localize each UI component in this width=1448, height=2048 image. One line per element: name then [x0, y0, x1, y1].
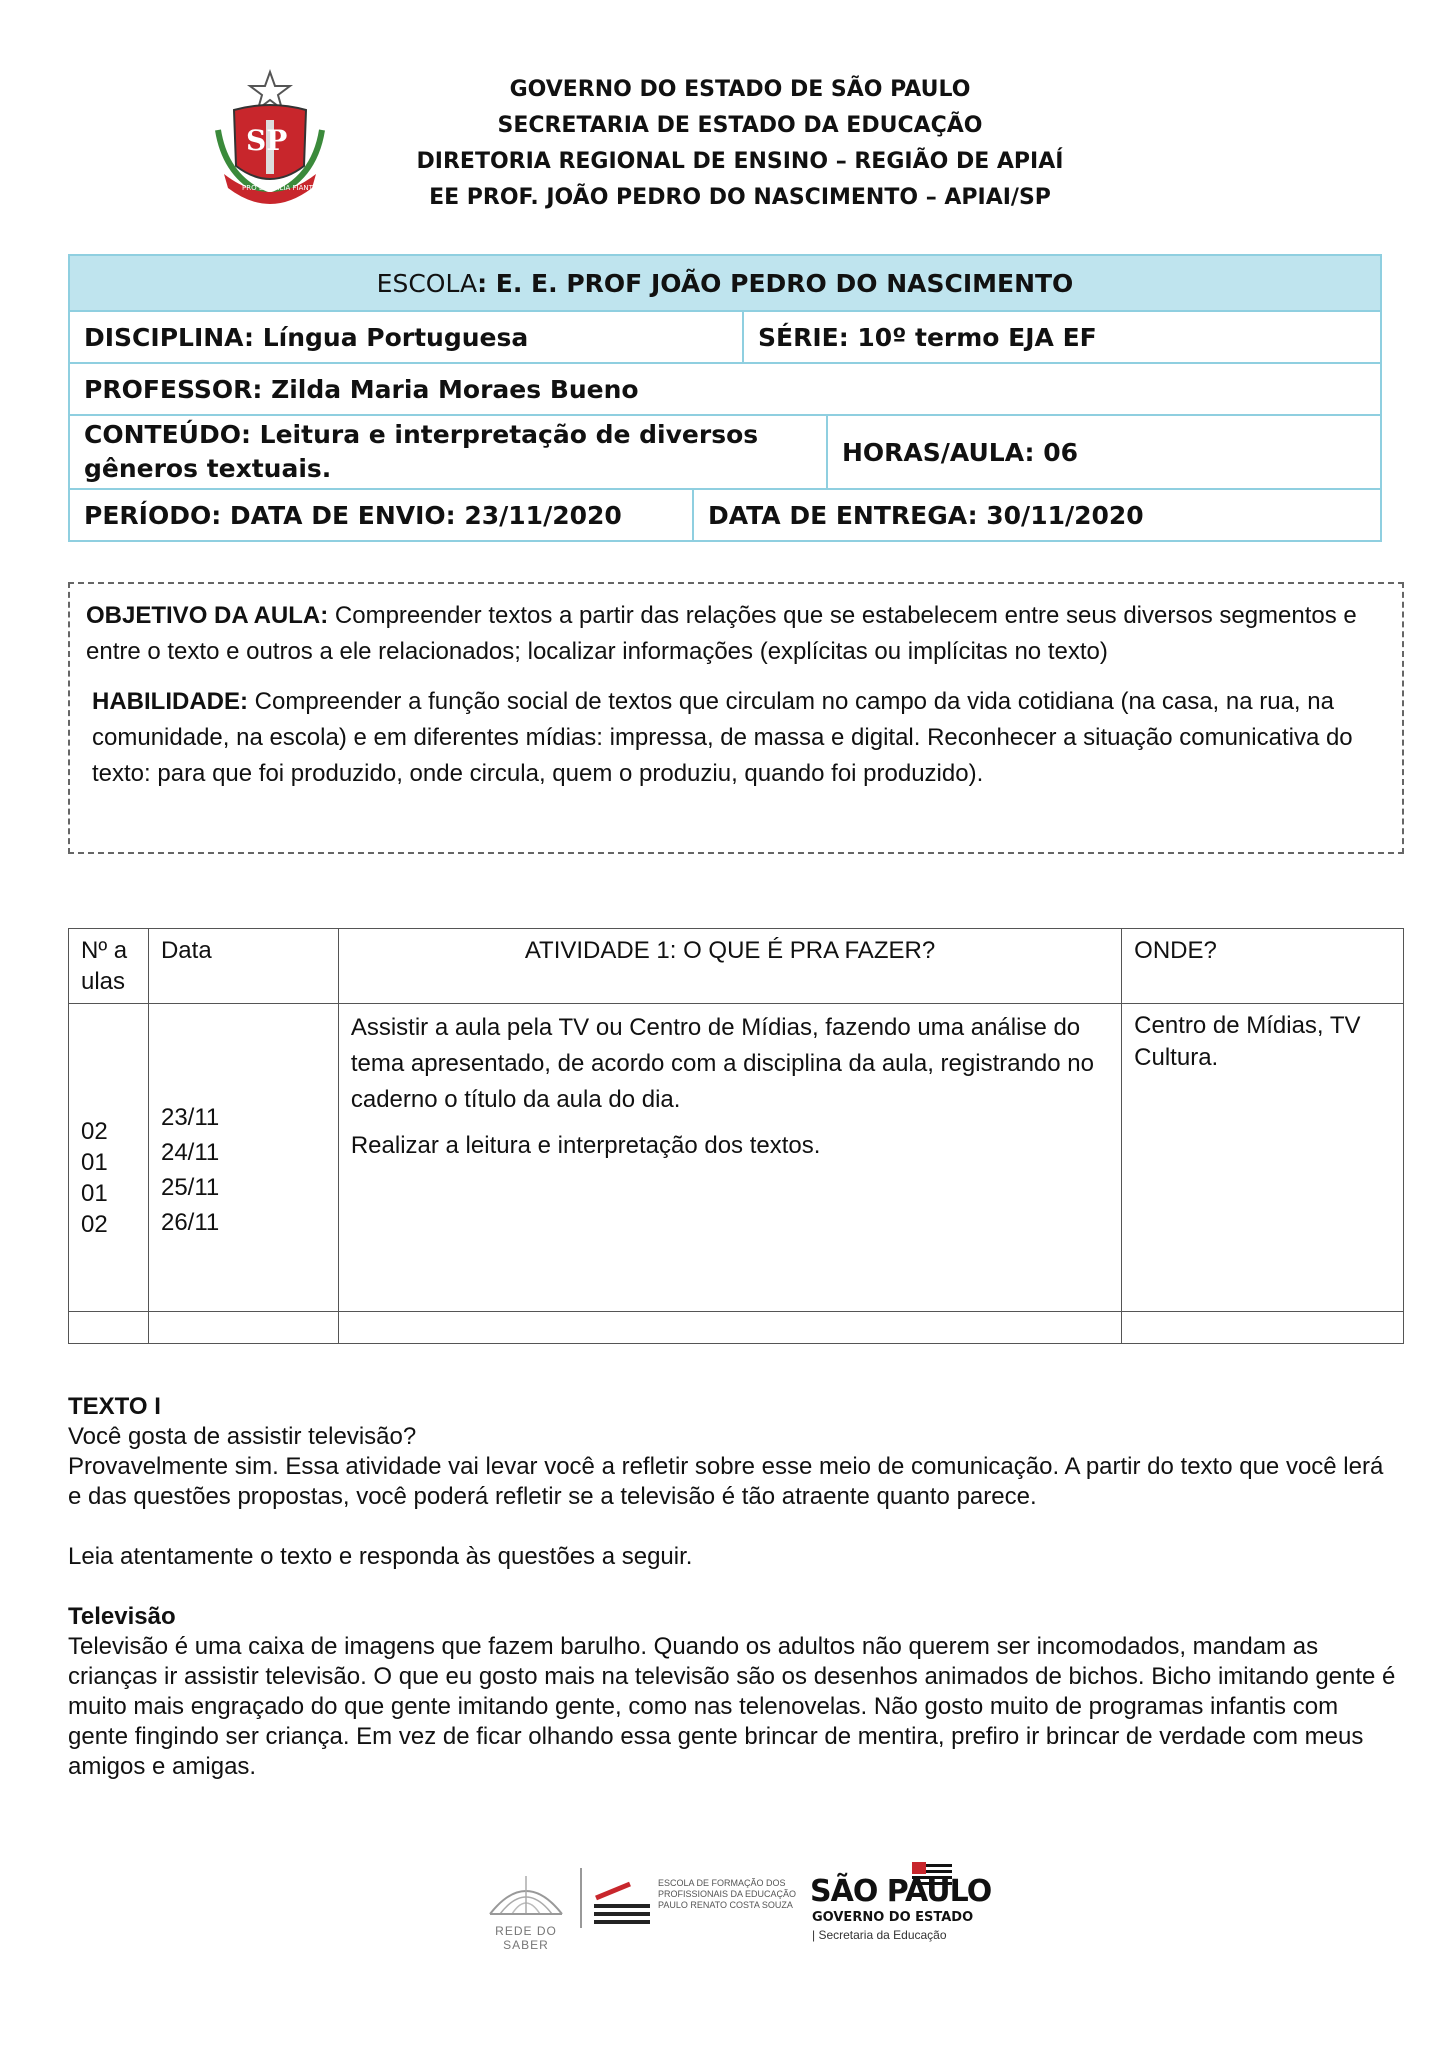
conteudo-line-1: CONTEÚDO: Leitura e interpretação de diversos: [84, 420, 759, 449]
empty-row: [69, 1312, 1404, 1344]
date-item: 25/11: [160, 1174, 220, 1201]
periodo: PERÍODO: DATA DE ENVIO: 23/11/2020: [84, 500, 622, 530]
texto-subtitle: Televisão: [68, 1603, 176, 1630]
disciplina: DISCIPLINA: Língua Portuguesa: [84, 322, 529, 352]
efape-label: ESCOLA DE FORMAÇÃO DOS PROFISSIONAIS DA EDUCAÇÃO PAULO RENATO COSTA SOUZA: [658, 1878, 797, 1910]
escola-label: ESCOLA: [376, 268, 478, 298]
period-row: [70, 488, 1380, 540]
objetivo-paragraph: [86, 598, 1386, 670]
sp-name: SÃO PAULO: [810, 1874, 992, 1909]
habilidade-text: Compreender a função social de textos que circulam no campo da vida cotidiana (na casa, na rua, na comunidade, na escola) e em diferentes mídias: impressa, de massa e digital. Reconhecer a situação comunicativa do texto: para que foi produzido, onde circula, quem o produziu, quando foi produzido).: [92, 688, 1353, 787]
sp-gov: GOVERNO DO ESTADO: [812, 1910, 974, 1925]
col-num-header: Nº aulas: [69, 929, 149, 1004]
texto-title: TEXTO I: [68, 1393, 161, 1420]
efape-logo-icon: [590, 1876, 654, 1926]
activity-table: [68, 928, 1404, 1344]
texto-body: Televisão é uma caixa de imagens que fazem barulho. Quando os adultos não querem ser incomodados, mandam as crianças ir assistir televisão. O que eu gosto mais na televisão são os desenhos animados de bichos. Bicho imitando gente é muito mais engraçado do que gente imitando gente, como nas telenovelas. Não gosto muito de programas infantis com gente fingindo ser criança. Em vez de ficar olhando essa gente brincar de mentira, prefiro ir brincar de verdade com meus amigos e amigas.: [68, 1633, 1396, 1780]
discipline-row: [70, 310, 1380, 362]
data-entrega: DATA DE ENTREGA: 30/11/2020: [692, 490, 1380, 540]
sao-paulo-coat-of-arms: [212, 70, 340, 206]
texto-question: Você gosta de assistir televisão?: [68, 1423, 417, 1450]
objective-box: [68, 582, 1404, 854]
school-info-table: [68, 254, 1382, 542]
habilidade-paragraph: [86, 684, 1386, 792]
conteudo-line-2: gêneros textuais.: [84, 454, 332, 483]
habilidade-label: HABILIDADE:: [92, 688, 248, 715]
objetivo-text: Compreender textos a partir das relações que se estabelecem entre seus diversos segmentos e entre o texto e outros a ele relacionados; localizar informações (explícitas ou implícitas no texto): [86, 602, 1357, 665]
professor: PROFESSOR: Zilda Maria Moraes Bueno: [84, 374, 639, 404]
school-row: [70, 256, 1380, 310]
horas-aula: HORAS/AULA: 06: [826, 416, 1380, 488]
activity-row: [69, 1004, 1404, 1312]
escola-value: : E. E. PROF JOÃO PEDRO DO NASCIMENTO: [477, 268, 1074, 298]
what-paragraph-1: Assistir a aula pela TV ou Centro de Mídias, fazendo uma análise do tema apresentado, de acordo com a disciplina da aula, registrando no caderno o título da aula do dia.: [350, 1014, 1094, 1113]
sp-sec: | Secretaria da Educação: [812, 1928, 947, 1942]
header-line-1: GOVERNO DO ESTADO DE SÃO PAULO: [509, 77, 971, 102]
date-item: 24/11: [160, 1139, 220, 1166]
where-cell: Centro de Mídias, TV Cultura.: [1122, 1004, 1404, 1312]
num-item: 02: [81, 1118, 108, 1145]
num-item: 01: [81, 1149, 108, 1176]
date-item: 23/11: [160, 1104, 220, 1131]
footer-divider: [580, 1868, 582, 1928]
objetivo-label: OBJETIVO DA AULA:: [86, 602, 329, 629]
header-line-2: SECRETARIA DE ESTADO DA EDUCAÇÃO: [497, 113, 983, 138]
seal-motto: PRO BRASILIA FIANT EXIMIA: [242, 184, 340, 192]
col-where-header: ONDE?: [1122, 929, 1404, 1004]
what-cell: [338, 1004, 1121, 1312]
footer-logos: [480, 1862, 1020, 1952]
government-header: [380, 72, 1100, 216]
header-line-3: DIRETORIA REGIONAL DE ENSINO – REGIÃO DE APIAÍ: [416, 149, 1064, 174]
num-cell: [69, 1004, 149, 1312]
activity-header-row: [69, 929, 1404, 1004]
date-cell: [148, 1004, 338, 1312]
rede-do-saber-label: REDE DO SABER: [495, 1924, 557, 1952]
num-item: 01: [81, 1180, 108, 1207]
header-line-4: EE PROF. JOÃO PEDRO DO NASCIMENTO – APIAI/SP: [429, 185, 1051, 210]
num-item: 02: [81, 1211, 108, 1238]
sao-paulo-government-logo: [810, 1862, 1010, 1946]
texto-instruction: Leia atentamente o texto e responda às questões a seguir.: [68, 1543, 693, 1570]
texto-section: [68, 1392, 1398, 1782]
teacher-row: [70, 362, 1380, 414]
content-row: [70, 414, 1380, 488]
texto-intro: Provavelmente sim. Essa atividade vai levar você a refletir sobre esse meio de comunicação. A partir do texto que você lerá e das questões propostas, você poderá refletir se a televisão é tão atraente quanto parece.: [68, 1453, 1384, 1510]
col-what-header: ATIVIDADE 1: O QUE É PRA FAZER?: [338, 929, 1121, 1004]
date-item: 26/11: [160, 1209, 220, 1236]
col-date-header: Data: [148, 929, 338, 1004]
what-paragraph-2: Realizar a leitura e interpretação dos textos.: [350, 1132, 821, 1159]
serie: SÉRIE: 10º termo EJA EF: [742, 312, 1380, 362]
seal-text: SP: [246, 124, 288, 157]
conteudo: [70, 416, 826, 488]
